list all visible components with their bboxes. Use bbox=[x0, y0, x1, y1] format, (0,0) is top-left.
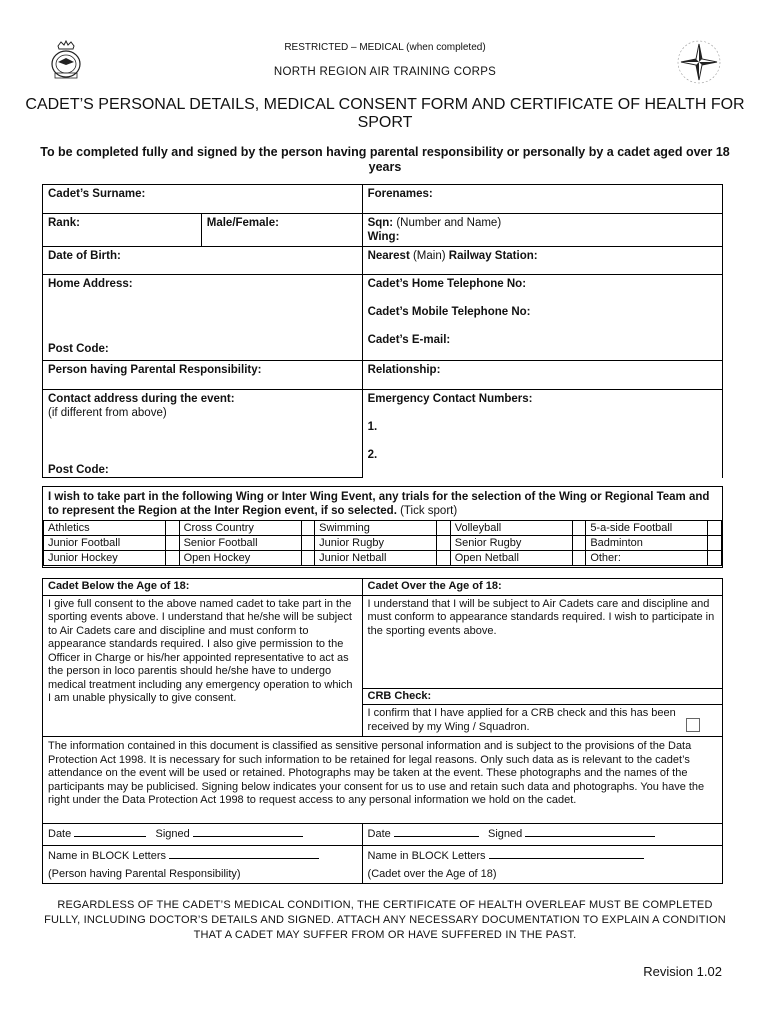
form-title: CADET’S PERSONAL DETAILS, MEDICAL CONSENT FORM AND CERTIFICATE OF HEALTH FOR SPORT bbox=[25, 96, 745, 131]
post-code-label: Post Code: bbox=[48, 343, 109, 355]
revision-label: Revision 1.02 bbox=[643, 964, 722, 979]
consent-table bbox=[42, 578, 723, 884]
crb-text: I confirm that I have applied for a CRB check and this has been received by my Wing / Squadron. bbox=[362, 705, 722, 737]
sport-label: Volleyball bbox=[450, 521, 572, 536]
cadet-date-signed[interactable]: Date Signed bbox=[362, 824, 722, 846]
crb-heading: CRB Check: bbox=[362, 688, 722, 705]
sport-label: 5-a-side Football bbox=[586, 521, 708, 536]
sport-label: Junior Netball bbox=[315, 551, 437, 566]
sport-tick-box[interactable] bbox=[166, 536, 180, 551]
emergency-contact-field[interactable]: Emergency Contact Numbers: 1. 2. bbox=[362, 390, 722, 478]
sport-tick-box[interactable] bbox=[301, 536, 315, 551]
parent-note: (Person having Parental Responsibility) bbox=[43, 866, 363, 884]
dob-field[interactable]: Date of Birth: bbox=[43, 247, 363, 275]
telephone-fields[interactable] bbox=[362, 275, 722, 361]
data-protection-notice: The information contained in this document is classified as sensitive personal information and is subject to the provisions of the Data Protection Act 1998. It is necessary for such information to be retained for legal reasons. Only such data as is relevant to the cadet’s attendance on the event will be used or retained. Photographs may be taken at the event. These photographs and the names of the participants may be publicised. Signing below indicates your consent for us to use and retain such data and photographs. You have the right under the Data Protection Act 1998 to request access to any personal information we hold on the cadet. bbox=[43, 737, 723, 824]
sport-label: Senior Rugby bbox=[450, 536, 572, 551]
sport-tick-box[interactable] bbox=[301, 551, 315, 566]
home-tel-label: Cadet’s Home Telephone No: bbox=[367, 278, 527, 290]
sqn-field[interactable]: Sqn: (Number and Name) Wing: bbox=[362, 214, 722, 247]
surname-field[interactable]: Cadet’s Surname: bbox=[43, 185, 363, 214]
parent-date-signed[interactable]: Date Signed bbox=[43, 824, 363, 846]
sport-label: Swimming bbox=[315, 521, 437, 536]
sport-label: Open Netball bbox=[450, 551, 572, 566]
forenames-field[interactable]: Forenames: bbox=[362, 185, 722, 214]
certificate-notice: REGARDLESS OF THE CADET’S MEDICAL CONDITION, THE CERTIFICATE OF HEALTH OVERLEAF MUST BE COMPLETED FULLY, INCLUDING DOCTOR’S DETAILS AND SIGNED. ATTACH ANY NECESSARY DOCUMENTATION TO EXPLAIN A CONDITION THAT A CADET MAY SUFFER FROM OR HAVE SUFFERED IN THE PAST. bbox=[44, 899, 726, 941]
contact-post-code-label: Post Code: bbox=[48, 464, 109, 476]
sport-label: Cross Country bbox=[179, 521, 301, 536]
sport-tick-box[interactable] bbox=[166, 521, 180, 536]
sport-tick-box[interactable] bbox=[572, 536, 586, 551]
crb-checkbox[interactable] bbox=[686, 718, 700, 732]
below-18-heading: Cadet Below the Age of 18: bbox=[43, 579, 363, 596]
over-18-text: I understand that I will be subject to Air Cadets care and discipline and must conform to appearance standards required. I wish to participate in the sporting events above. bbox=[362, 595, 722, 688]
sport-tick-box[interactable] bbox=[708, 551, 722, 566]
sport-tick-box[interactable] bbox=[437, 521, 451, 536]
sport-tick-box[interactable] bbox=[708, 536, 722, 551]
region-name: NORTH REGION AIR TRAINING CORPS bbox=[273, 66, 497, 78]
sport-label: Junior Hockey bbox=[44, 551, 166, 566]
station-field[interactable]: Nearest (Main) Railway Station: bbox=[362, 247, 722, 275]
below-18-text: I give full consent to the above named cadet to take part in the sporting events above. I understand that he/she will be subject to Air Cadets care and discipline and must conform to appearance standards required. I also give permission to the Officer in Charge or his/her appointed representative to act as the person in loco parentis should he/she have to undergo medical treatment including any emergency operation to which I am unable physically to give consent. bbox=[43, 595, 363, 737]
sport-label: Open Hockey bbox=[179, 551, 301, 566]
sport-tick-box[interactable] bbox=[572, 551, 586, 566]
contact-address-field[interactable]: Contact address during the event: (if different from above) Post Code: bbox=[43, 390, 363, 478]
sport-label: Junior Football bbox=[44, 536, 166, 551]
parent-block-name[interactable]: Name in BLOCK Letters bbox=[43, 846, 363, 866]
sport-tick-box[interactable] bbox=[708, 521, 722, 536]
form-intro: To be completed fully and signed by the person having parental responsibility or personally by a cadet aged over 18 years bbox=[40, 145, 730, 174]
sport-tick-box[interactable] bbox=[166, 551, 180, 566]
sport-tick-box[interactable] bbox=[437, 536, 451, 551]
parent-field[interactable]: Person having Parental Responsibility: bbox=[43, 361, 363, 390]
email-label: Cadet’s E-mail: bbox=[367, 334, 451, 346]
cadet-block-name[interactable]: Name in BLOCK Letters bbox=[362, 846, 722, 866]
home-address-field[interactable]: Home Address: Post Code: bbox=[43, 275, 363, 361]
sport-label: Senior Football bbox=[179, 536, 301, 551]
sports-intro: I wish to take part in the following Wing or Inter Wing Event, any trials for the selection of the Wing or Regional Team and to represent the Region at the Inter Region event, if so selected. (Tick sport) bbox=[48, 491, 710, 517]
sport-label: Junior Rugby bbox=[315, 536, 437, 551]
sport-label: Other: bbox=[586, 551, 708, 566]
sport-label: Athletics bbox=[44, 521, 166, 536]
sex-field[interactable]: Male/Female: bbox=[201, 214, 362, 247]
sport-tick-box[interactable] bbox=[572, 521, 586, 536]
sport-tick-box[interactable] bbox=[301, 521, 315, 536]
personal-details-table bbox=[42, 184, 723, 478]
sport-tick-box[interactable] bbox=[437, 551, 451, 566]
sports-table bbox=[43, 520, 722, 566]
mobile-tel-label: Cadet’s Mobile Telephone No: bbox=[367, 306, 531, 318]
rank-field[interactable]: Rank: bbox=[43, 214, 202, 247]
relationship-field[interactable]: Relationship: bbox=[362, 361, 722, 390]
over-18-heading: Cadet Over the Age of 18: bbox=[362, 579, 722, 596]
sports-selection bbox=[42, 486, 723, 568]
cadet-note: (Cadet over the Age of 18) bbox=[362, 866, 722, 884]
restricted-marking: RESTRICTED – MEDICAL (when completed) bbox=[284, 42, 486, 53]
sport-label: Badminton bbox=[586, 536, 708, 551]
